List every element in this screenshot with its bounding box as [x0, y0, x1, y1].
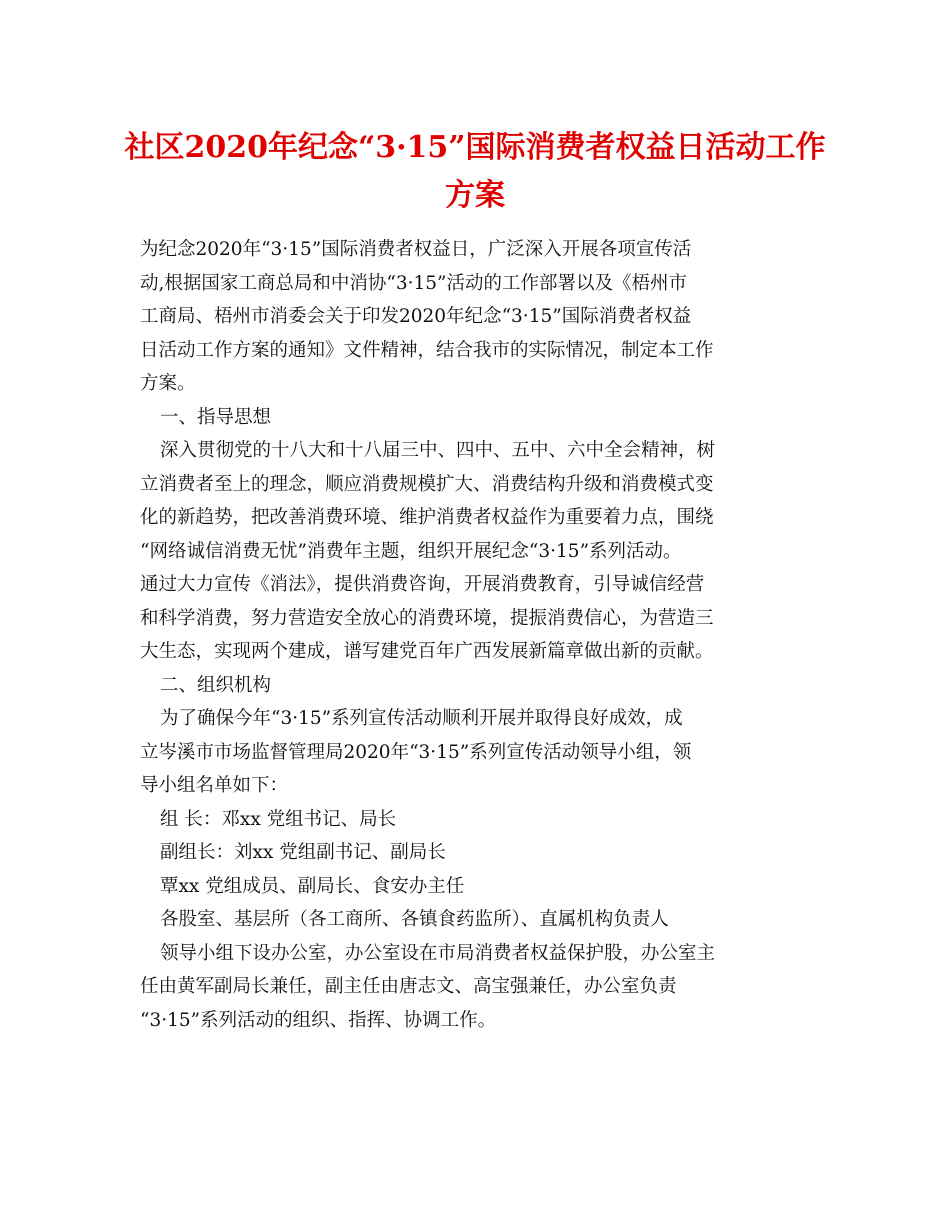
body-text-line: 化的新趋势，把改善消费环境、维护消费者权益作为重要着力点，围绕 [140, 507, 714, 528]
body-text-line: 一、指导思想 [160, 406, 272, 428]
document-body [140, 233, 830, 1037]
body-text-line: 任由黄军副局长兼任，副主任由唐志文、高宝强兼任，办公室负责 [140, 976, 677, 997]
body-text-line: “网络诚信消费无忧”消费年主题，组织开展纪念“3·15”系列活动。 [140, 540, 682, 562]
body-text-line: 二、组织机构 [160, 674, 272, 696]
body-text-line: “3·15”系列活动的组织、指挥、协调工作。 [140, 1009, 497, 1031]
body-text-line: 大生态，实现两个建成，谱写建党百年广西发展新篇章做出新的贡献。 [140, 641, 714, 662]
body-text-line: 立消费者至上的理念，顺应消费规模扩大、消费结构升级和消费模式变 [140, 473, 714, 495]
body-text-line: 领导小组下设办公室，办公室设在市局消费者权益保护股，办公室主 [160, 942, 716, 964]
body-text-line: 组 长：邓xx 党组书记、局长 [160, 808, 397, 830]
body-text-line: 导小组名单如下： [140, 775, 289, 796]
body-text-line: 为纪念2020年“3·15”国际消费者权益日，广泛深入开展各项宣传活 [140, 239, 692, 260]
title-line: 社区2020年纪念“3·15”国际消费者权益日活动工作 [124, 130, 826, 165]
body-text-line: 动,根据国家工商总局和中消协“3·15”活动的工作部署以及《梧州市 [140, 272, 687, 294]
body-text-line: 和科学消费，努力营造安全放心的消费环境，提振消费信心，为营造三 [140, 607, 714, 629]
body-text-line: 深入贯彻党的十八大和十八届三中、四中、五中、六中全会精神，树 [160, 440, 716, 461]
body-text-line: 为了确保今年“3·15”系列宣传活动顺利开展并取得良好成效，成 [160, 708, 683, 729]
body-text-line: 各股室、基层所（各工商所、各镇食药监所）、直属机构负责人 [160, 909, 669, 930]
body-text-line: 通过大力宣传《消法》，提供消费咨询，开展消费教育，引导诚信经营 [140, 574, 705, 595]
body-text-line: 方案。 [140, 373, 196, 394]
body-text-line: 副组长：刘xx 党组副书记、副局长 [160, 842, 446, 863]
document-title [120, 124, 830, 220]
title-line: 方案 [445, 178, 505, 213]
body-text-line: 日活动工作方案的通知》文件精神，结合我市的实际情况，制定本工作 [140, 339, 714, 361]
body-text-line: 覃xx 党组成员、副局长、食安办主任 [160, 875, 465, 897]
body-text-line: 立岑溪市市场监督管理局2020年“3·15”系列宣传活动领导小组，领 [140, 741, 692, 763]
body-text-line: 工商局、梧州市消委会关于印发2020年纪念“3·15”国际消费者权益 [140, 306, 692, 327]
